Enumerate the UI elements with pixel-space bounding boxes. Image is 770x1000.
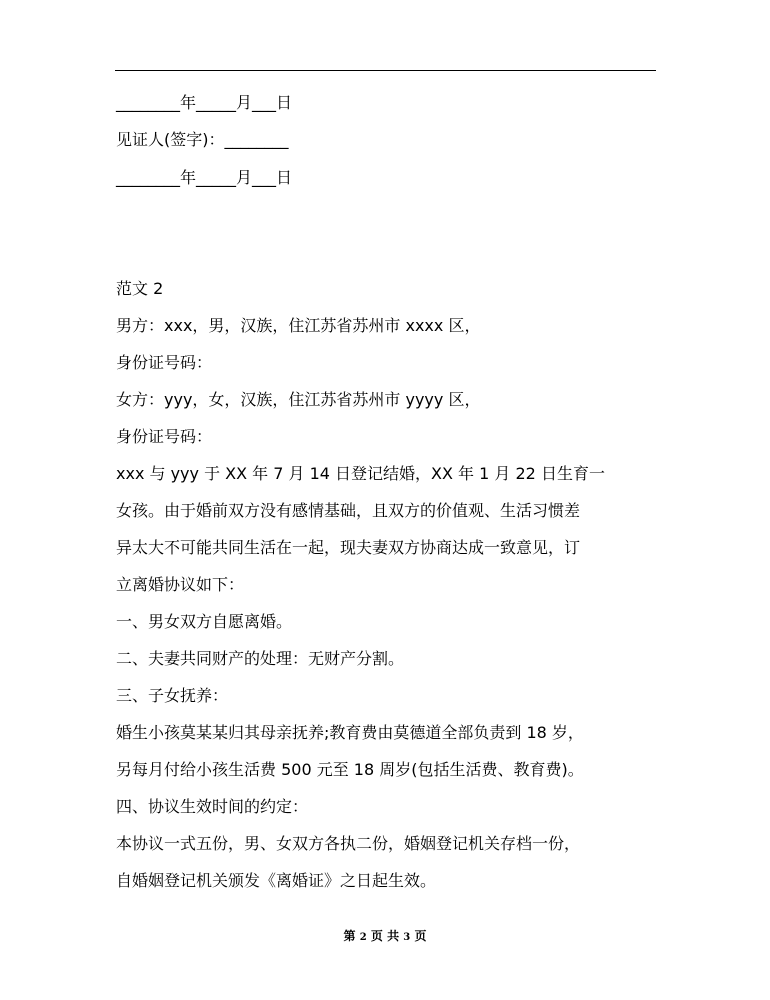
- clause-1: 一、男女双方自愿离婚。: [116, 612, 293, 631]
- male-id-line: 身份证号码：: [116, 353, 213, 372]
- paragraph-line: 自婚姻登记机关颁发《离婚证》之日起生效。: [116, 871, 437, 890]
- paragraph-line: 婚生小孩莫某某归其母亲抚养;教育费由莫德道全部负责到 18 岁，: [116, 723, 584, 742]
- female-party-line: 女方：yyy，女，汉族，住江苏省苏州市 yyyy 区，: [116, 390, 481, 409]
- paragraph-line: 另每月付给小孩生活费 500 元至 18 周岁(包括生活费、教育费)。: [116, 760, 584, 779]
- paragraph-line: 本协议一式五份，男、女双方各执二份，婚姻登记机关存档一份，: [116, 834, 581, 853]
- paragraph-line: 异太大不可能共同生活在一起，现夫妻双方协商达成一致意见，订: [116, 538, 581, 557]
- footer-prefix: 第: [343, 929, 356, 943]
- clause-4: 四、协议生效时间的约定：: [116, 797, 309, 816]
- date-line-2: ________年_____月___日: [116, 168, 293, 187]
- current-page-number: 2: [359, 932, 367, 943]
- witness-signature-line: 见证人(签字)：________: [116, 130, 289, 149]
- footer-middle: 页 共: [370, 929, 400, 943]
- paragraph-line: 女孩。由于婚前双方没有感情基础，且双方的价值观、生活习惯差: [116, 501, 581, 520]
- header-rule: [115, 70, 656, 71]
- male-party-line: 男方：xxx，男，汉族，住江苏省苏州市 xxxx 区，: [116, 316, 481, 335]
- clause-3: 三、子女抚养：: [116, 686, 229, 705]
- footer-suffix: 页: [414, 929, 427, 943]
- section-title: 范文 2: [116, 279, 164, 298]
- date-line-1: ________年_____月___日: [116, 93, 293, 112]
- paragraph-line: xxx 与 yyy 于 XX 年 7 月 14 日登记结婚，XX 年 1 月 22 日生育一: [116, 464, 605, 483]
- total-page-number: 3: [403, 932, 411, 943]
- paragraph-line: 立离婚协议如下：: [116, 575, 245, 594]
- page-number-footer: [0, 928, 770, 946]
- clause-2: 二、夫妻共同财产的处理：无财产分割。: [116, 649, 405, 668]
- female-id-line: 身份证号码：: [116, 427, 213, 446]
